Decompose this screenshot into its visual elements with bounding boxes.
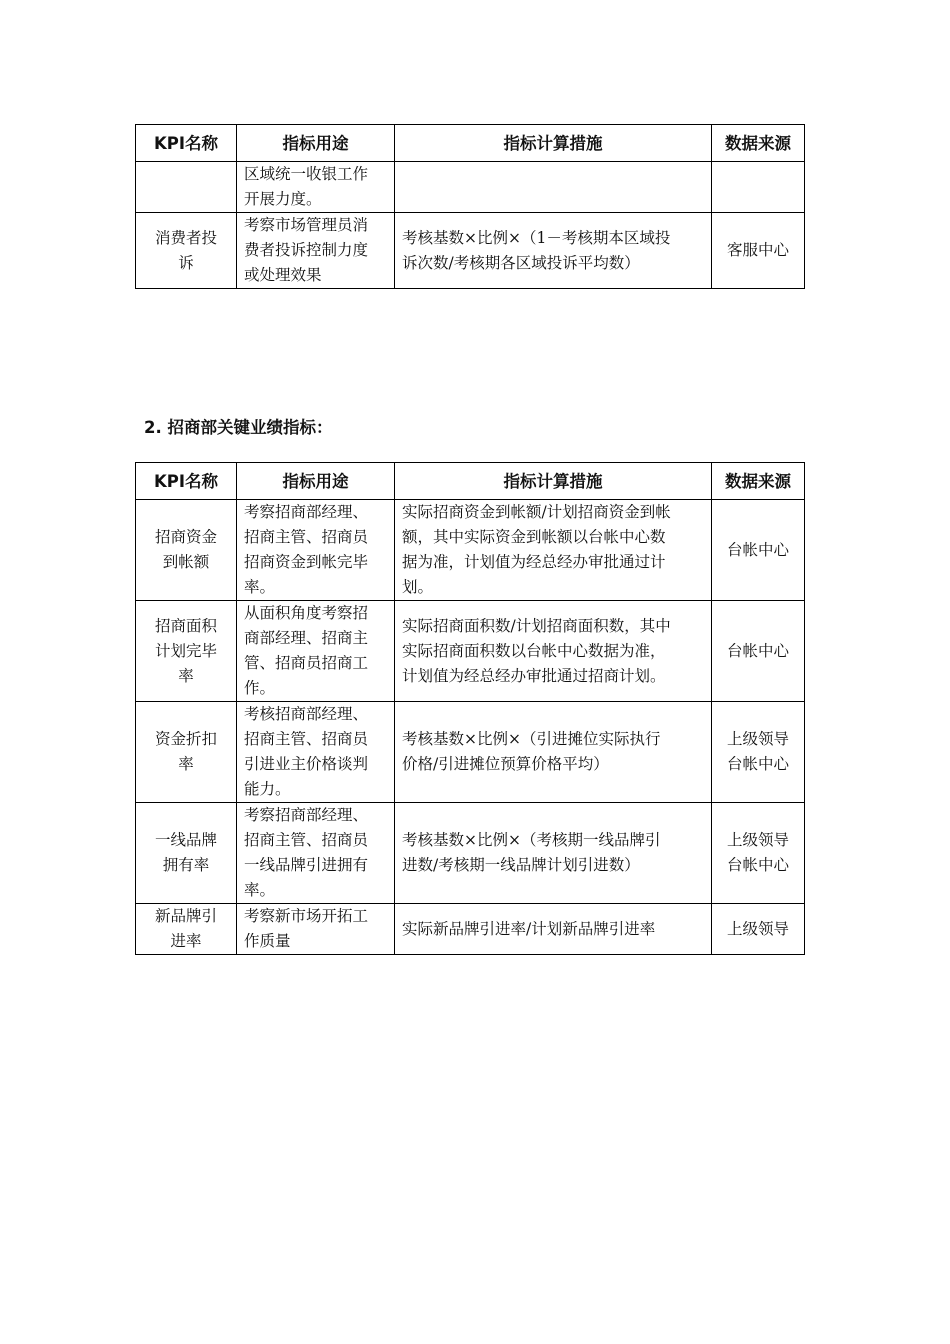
source-cell: 台帐中心	[712, 601, 805, 702]
purpose-cell: 考察招商部经理、 招商主管、招商员 招商资金到帐完毕 率。	[237, 500, 395, 601]
kpi-table-continued	[135, 124, 805, 289]
table-header-row	[136, 463, 805, 500]
kpi-name-cell: 招商资金 到帐额	[136, 500, 237, 601]
source-cell	[712, 162, 805, 213]
section-heading: 2. 招商部关键业绩指标：	[144, 418, 333, 437]
method-cell	[395, 162, 712, 213]
kpi-name-cell: 资金折扣 率	[136, 702, 237, 803]
method-cell: 考核基数×比例×（1－考核期本区域投 诉次数/考核期各区域投诉平均数）	[395, 213, 712, 289]
header-method: 指标计算措施	[395, 125, 712, 162]
source-cell: 上级领导 台帐中心	[712, 803, 805, 904]
header-purpose: 指标用途	[237, 125, 395, 162]
header-kpi-name: KPI名称	[136, 125, 237, 162]
source-cell: 上级领导	[712, 904, 805, 955]
purpose-cell: 考核招商部经理、 招商主管、招商员 引进业主价格谈判 能力。	[237, 702, 395, 803]
table-row	[136, 213, 805, 289]
kpi-name-cell: 新品牌引 进率	[136, 904, 237, 955]
purpose-cell: 考察市场管理员消 费者投诉控制力度 或处理效果	[237, 213, 395, 289]
header-purpose: 指标用途	[237, 463, 395, 500]
source-cell: 客服中心	[712, 213, 805, 289]
table-row	[136, 162, 805, 213]
method-cell: 考核基数×比例×（考核期一线品牌引 进数/考核期一线品牌计划引进数）	[395, 803, 712, 904]
method-cell: 考核基数×比例×（引进摊位实际执行 价格/引进摊位预算价格平均）	[395, 702, 712, 803]
header-source: 数据来源	[712, 463, 805, 500]
purpose-cell: 考察招商部经理、 招商主管、招商员 一线品牌引进拥有 率。	[237, 803, 395, 904]
method-cell: 实际招商面积数/计划招商面积数，其中 实际招商面积数以台帐中心数据为准， 计划值为经总经办审批通过招商计划。	[395, 601, 712, 702]
source-cell: 台帐中心	[712, 500, 805, 601]
header-source: 数据来源	[712, 125, 805, 162]
header-kpi-name: KPI名称	[136, 463, 237, 500]
source-cell: 上级领导 台帐中心	[712, 702, 805, 803]
purpose-cell: 考察新市场开拓工 作质量	[237, 904, 395, 955]
table-row	[136, 904, 805, 955]
table-row	[136, 601, 805, 702]
kpi-name-cell: 招商面积 计划完毕 率	[136, 601, 237, 702]
header-method: 指标计算措施	[395, 463, 712, 500]
kpi-name-cell	[136, 162, 237, 213]
method-cell: 实际招商资金到帐额/计划招商资金到帐 额，其中实际资金到帐额以台帐中心数 据为准，计划值为经总经办审批通过计 划。	[395, 500, 712, 601]
table-row	[136, 500, 805, 601]
purpose-cell: 区域统一收银工作 开展力度。	[237, 162, 395, 213]
method-cell: 实际新品牌引进率/计划新品牌引进率	[395, 904, 712, 955]
kpi-name-cell: 一线品牌 拥有率	[136, 803, 237, 904]
table-header-row	[136, 125, 805, 162]
table-row	[136, 803, 805, 904]
purpose-cell: 从面积角度考察招 商部经理、招商主 管、招商员招商工 作。	[237, 601, 395, 702]
kpi-table-merchant-dept	[135, 462, 805, 955]
table-row	[136, 702, 805, 803]
kpi-name-cell: 消费者投 诉	[136, 213, 237, 289]
